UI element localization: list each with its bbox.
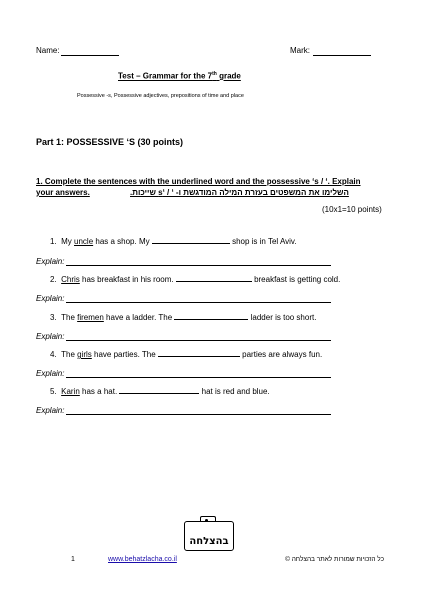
name-field[interactable] xyxy=(61,55,119,56)
explain-label: Explain: xyxy=(36,257,65,266)
explain-field[interactable] xyxy=(66,414,331,415)
underlined-word: Chris xyxy=(61,275,80,284)
list-item: 2. Chris has breakfast in his room. breakfast is getting cold. xyxy=(50,275,341,284)
explain-label: Explain: xyxy=(36,332,65,341)
page-title: Test – Grammar for the 7th grade xyxy=(118,71,241,81)
list-item: 5. Karin has a hat. hat is red and blue. xyxy=(50,387,270,396)
list-item: 3. The firemen have a ladder. The ladder is too short. xyxy=(50,313,317,322)
mark-label: Mark: xyxy=(290,46,310,55)
explain-field[interactable] xyxy=(66,377,331,378)
exercise1-instruction-line2: your answers. xyxy=(36,188,90,197)
underlined-word: uncle xyxy=(74,237,94,246)
copyright-notice: כל הזכויות שמורות לאתר בהצלחה © xyxy=(285,556,384,563)
behatzlacha-logo xyxy=(184,521,234,551)
answer-blank[interactable] xyxy=(174,319,248,320)
list-item: 1. My uncle has a shop. My shop is in Tel Aviv. xyxy=(50,237,297,246)
logo-text: בהצלחה xyxy=(189,536,229,547)
underlined-word: Karin xyxy=(61,387,80,396)
explain-label: Explain: xyxy=(36,406,65,415)
exercise1-points: (10x1=10 points) xyxy=(322,205,382,214)
underlined-word: girls xyxy=(77,350,92,359)
name-label: Name: xyxy=(36,46,60,55)
website-link[interactable]: www.behatzlacha.co.il xyxy=(108,556,177,563)
answer-blank[interactable] xyxy=(158,356,240,357)
part1-heading: Part 1: POSSESSIVE ‘S (30 points) xyxy=(36,137,184,147)
page-subtitle: Possessive ‑s, Possessive adjectives, prepositions of time and place xyxy=(77,93,244,99)
explain-field[interactable] xyxy=(66,340,331,341)
mark-field[interactable] xyxy=(313,55,371,56)
answer-blank[interactable] xyxy=(152,243,230,244)
page-number: 1 xyxy=(71,556,75,563)
exercise1-instruction-line1: 1. Complete the sentences with the underlined word and the possessive ‘s / ‘. Explain xyxy=(36,177,361,186)
answer-blank[interactable] xyxy=(119,393,199,394)
exercise1-hebrew-instruction: השלימו את המשפטים בעזרת המילה המודגשת ו- ‘ / ‘s שייכות. xyxy=(130,188,349,197)
explain-field[interactable] xyxy=(66,302,331,303)
underlined-word: firemen xyxy=(77,313,104,322)
list-item: 4. The girls have parties. The parties are always fun. xyxy=(50,350,323,359)
answer-blank[interactable] xyxy=(176,281,252,282)
explain-label: Explain: xyxy=(36,294,65,303)
explain-field[interactable] xyxy=(66,265,331,266)
explain-label: Explain: xyxy=(36,369,65,378)
